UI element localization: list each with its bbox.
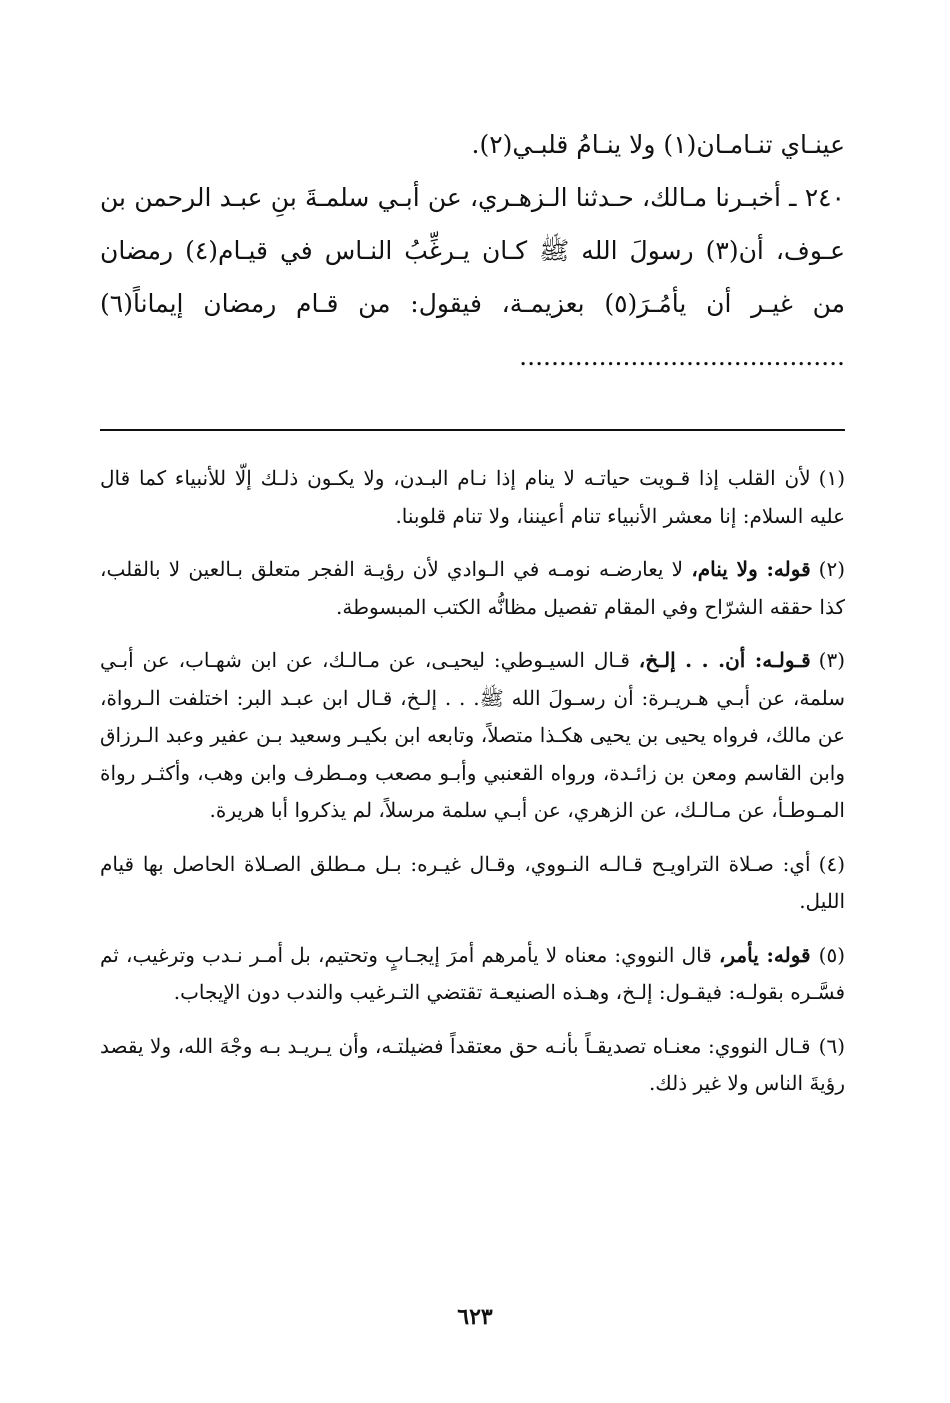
hadith-240 — [100, 171, 845, 383]
footnote-separator — [100, 429, 845, 431]
footnote-text: قـال السيـوطي: ليحيـى، عن مـالـك، عن ابن شهـاب، عن أبـي سلمة، عن أبـي هـريـرة: أن رسـولَ الله ﷺ. . . إلـخ، قـال ابن عبـد البر: اختلفت الـرواة، عن مالك، فرواه يحيى بن يحيى هكـذا متصلاً، وتابعه ابن بكيـر وسعيد بـن عفير وعبد الـرزاق وابن القاسم ومعن بن زائـدة، ورواه القعنبي وأبـو مصعب ومـطرف وابن وهب، وأكثـر رواة المـوطـأ، عن مـالـك، عن الزهري، عن أبـي سلمة مرسلاً، لم يذكروا أبا هريرة. — [100, 648, 845, 822]
hadith-dots: ......................................... — [519, 342, 845, 371]
footnote-6 — [100, 1028, 845, 1103]
main-text — [100, 118, 845, 383]
footnote-number: (٦) — [818, 1033, 845, 1058]
footnote-text: أي: صـلاة التراويـح قـالـه النـووي، وقـال غيـره: بـل مـطلق الصـلاة الحاصل بها قيام الليل. — [100, 851, 845, 913]
footnote-text: لا يعارضـه نومـه في الـوادي لأن رؤيـة الفجر متعلق بـالعين لا بالقلب، كذا حققه الشرّاح وفي المقام تفصيل مظانُّه الكتب المبسوطة. — [100, 557, 845, 619]
footnote-1 — [100, 460, 845, 535]
page-number: ٦٢٣ — [457, 1304, 493, 1330]
footnote-text: قال النووي: معناه لا يأمرهم أمرَ إيجـابٍ وتحتيم، بل أمـر نـدب وترغيب، ثم فسَّـره بقولـه: فيقـول: إلـخ، وهـذه الصنيعـة تقتضي التـرغيب والندب دون الإيجاب. — [100, 942, 845, 1004]
footnote-number: (١) — [818, 466, 845, 490]
footnote-4 — [100, 846, 845, 921]
footnote-text: قـال النووي: معنـاه تصديقـاً بأنـه حق معتقداً فضيلتـه، وأن يـريـد بـه وجْهَ الله، ولا يقصد رؤيةَ الناس ولا غير ذلك. — [100, 1033, 845, 1095]
footnote-lead: قوله: ولا ينام، — [691, 557, 811, 581]
footnote-5 — [100, 937, 845, 1012]
main-line-1: عينـاي تنـامـان(١) ولا ينـامُ قلبـي(٢). — [471, 130, 845, 159]
hadith-number: ٢٤٠ ـ — [789, 183, 845, 212]
hadith-body: أخبـرنا مـالك، حـدثنا الـزهـري، عن أبـي سلمـةَ بنِ عبـد الرحمن بن عـوف، أن(٣) رسولَ الله ﷺ كـان يـرغِّبُ النـاس في قيـام(٤) رمضان من غيـر أن يأمُـرَ(٥) بعزيمـة، فيقول: من قـام رمضان إيماناً(٦) — [100, 183, 845, 318]
footnote-3 — [100, 642, 845, 830]
footnote-number: (٥) — [818, 942, 845, 967]
main-text-block — [100, 118, 845, 383]
footnote-number: (٤) — [818, 851, 845, 876]
footnote-2 — [100, 551, 845, 626]
footnote-number: (٢) — [818, 557, 846, 581]
footnote-lead: قـولـه: أن. . . إلـخ، — [638, 648, 811, 672]
footnote-number: (٣) — [818, 648, 846, 672]
footnotes — [100, 460, 845, 1119]
footnote-text: لأن القلب إذا قـويت حياتـه لا ينام إذا نـام البـدن، ولا يكـون ذلـك إلّا للأنبياء كما قال عليه السلام: إنا معشر الأنبياء تنام أعيننا، ولا تنام قلوبنا. — [100, 466, 845, 528]
footnote-lead: قوله: يأمر، — [718, 942, 811, 967]
